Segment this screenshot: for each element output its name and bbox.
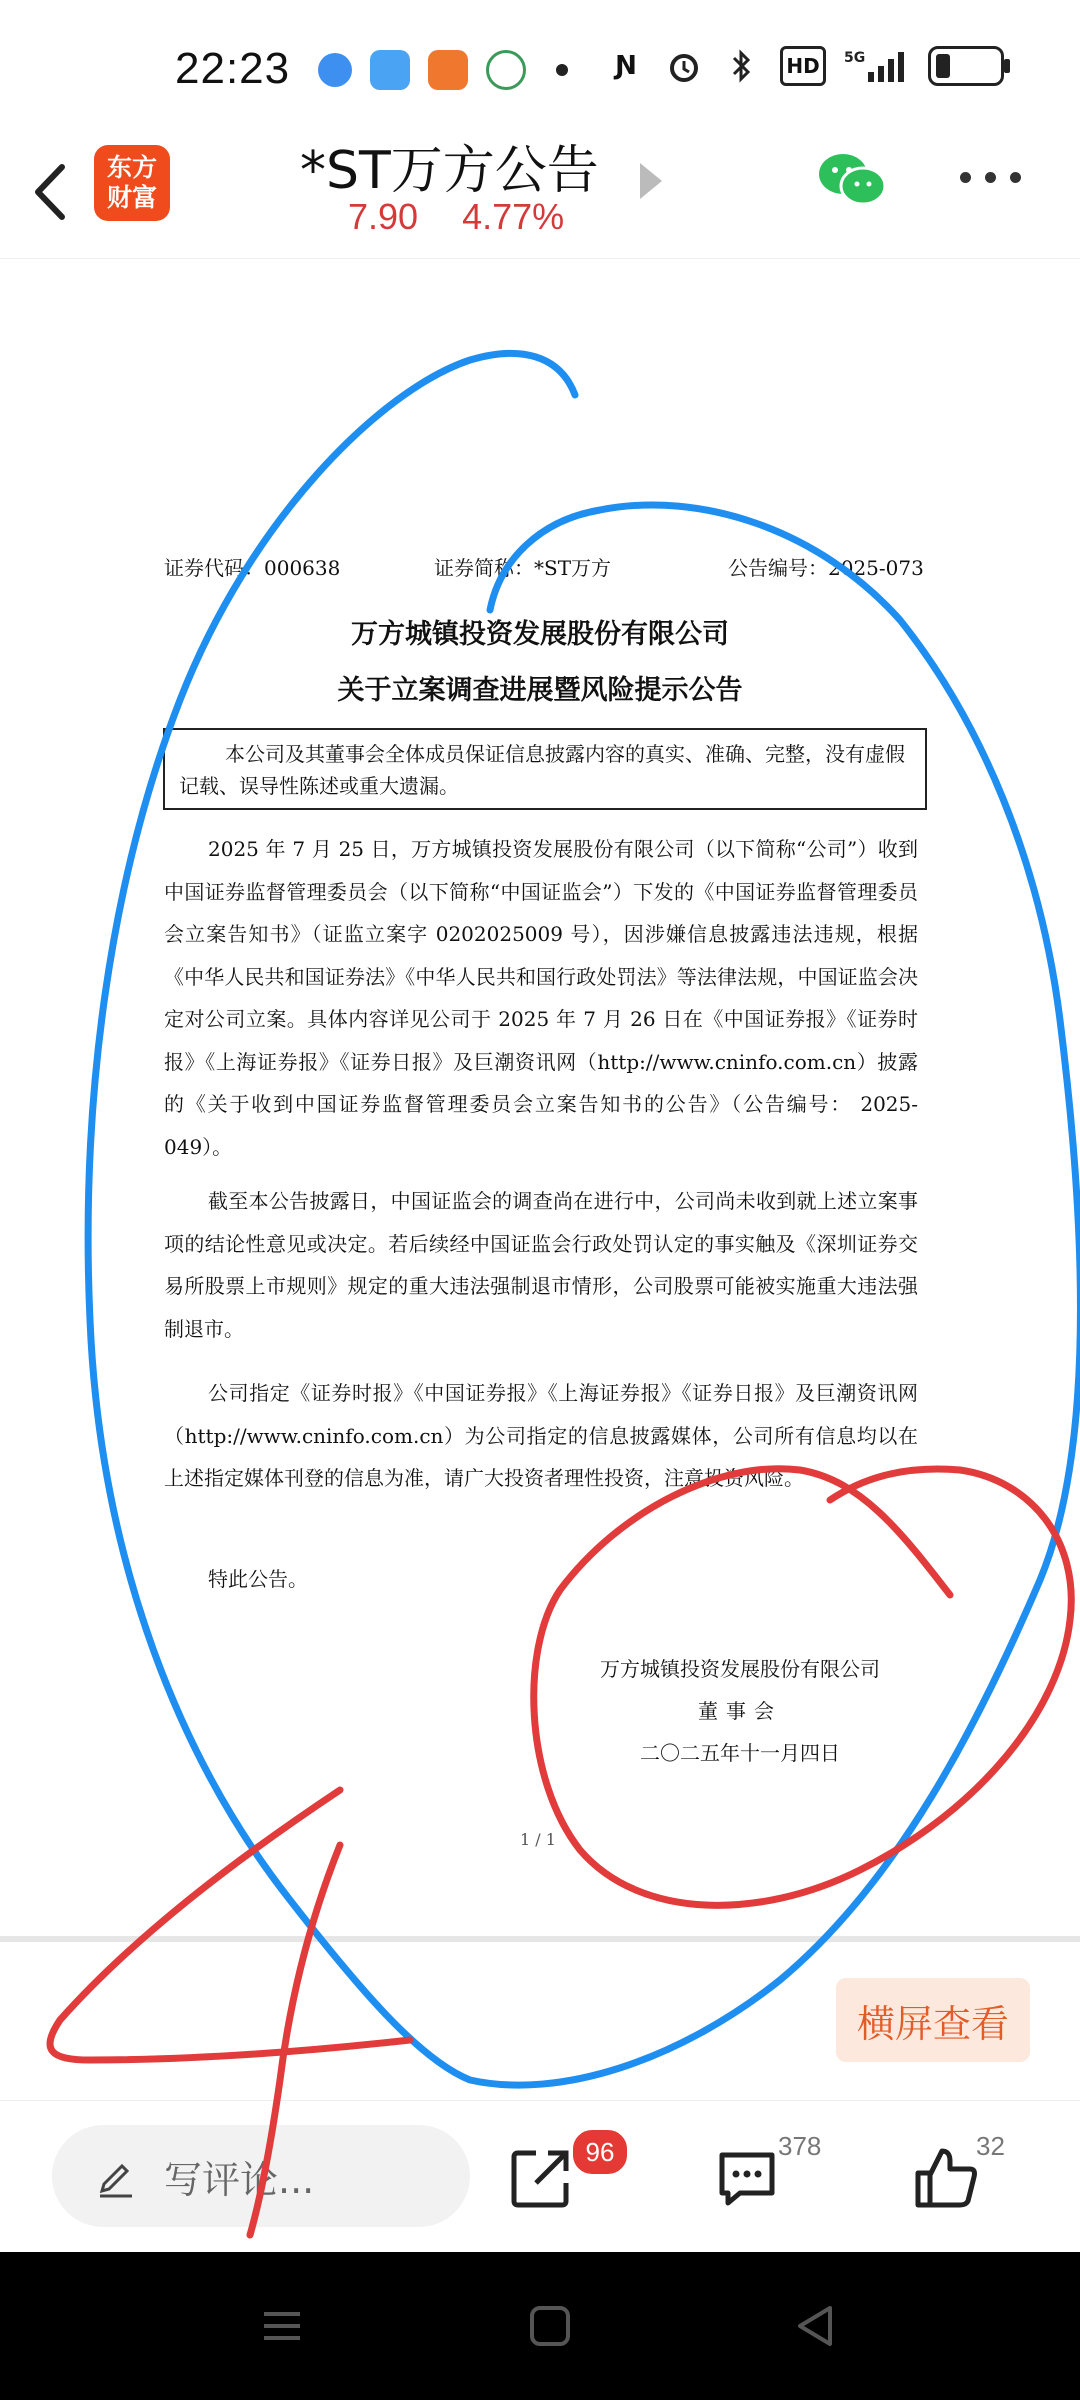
like-count: 32 — [976, 2131, 1005, 2161]
stock-price: 7.90 — [348, 196, 419, 237]
doc-subject-title: 关于立案调查进展暨风险提示公告 — [337, 675, 743, 706]
stock-short-name: 证券简称：*ST万方 — [434, 556, 612, 580]
home-nav-icon[interactable] — [526, 2302, 574, 2350]
app-header — [0, 140, 1080, 260]
signature-company: 万方城镇投资发展股份有限公司 — [600, 1657, 880, 1681]
notification-icons — [318, 50, 568, 90]
more-notifications-dot — [556, 64, 568, 76]
share-count-badge: 96 — [570, 2127, 630, 2177]
svg-text:5G: 5G — [844, 50, 866, 66]
back-nav-icon[interactable] — [792, 2302, 840, 2350]
weather-icon — [370, 50, 410, 90]
status-time: 22:23 — [175, 44, 291, 93]
comment-count: 378 — [778, 2131, 822, 2161]
thumbs-up-icon — [912, 2143, 982, 2213]
more-menu-icon[interactable] — [960, 172, 1021, 183]
back-button[interactable] — [28, 150, 98, 240]
shop-app-icon — [428, 50, 468, 90]
status-bar — [0, 0, 1080, 140]
system-nav-bar — [0, 2252, 1080, 2400]
declaration-box: 本公司及其董事会全体成员保证信息披露内容的真实、准确、完整，没有虚假记载、误导性陈述或重大遗漏。 — [163, 728, 927, 810]
doc-company-title: 万方城镇投资发展股份有限公司 — [351, 619, 729, 650]
next-arrow-icon[interactable] — [640, 163, 662, 199]
comment-placeholder: 写评论... — [164, 2157, 315, 2202]
like-button[interactable] — [912, 2143, 982, 2213]
closing-remark: 特此公告。 — [208, 1567, 308, 1591]
logo-line1: 东方 — [106, 153, 157, 182]
logo-line2: 财富 — [106, 183, 157, 212]
page-indicator: 1 / 1 — [520, 1830, 556, 1849]
share-button[interactable] — [506, 2143, 576, 2213]
comment-input[interactable] — [52, 2125, 470, 2227]
stock-change: 4.77% — [462, 196, 565, 237]
paragraph-3: 公司指定《证券时报》《中国证券报》《上海证券报》《证券日报》及巨潮资讯网（http://www.cninfo.com.cn）为公司指定的信息披露媒体，公司所有信息均以在上述指定媒体刊登的信息为准，请广大投资者理性投资，注意投资风险。 — [164, 1381, 918, 1490]
paragraph-2: 截至本公告披露日，中国证监会的调查尚在进行中，公司尚未收到就上述立案事项的结论性意见或决定。若后续经中国证监会行政处罚认定的事实触及《深圳证券交易所股票上市规则》规定的重大违法强制退市情形，公司股票可能被实施重大违法强制退市。 — [164, 1189, 918, 1341]
announcement-document — [0, 260, 1080, 1940]
signal-icon — [844, 46, 910, 86]
stock-code: 证券代码：000638 — [164, 556, 341, 580]
notice-number: 公告编号：2025-073 — [728, 556, 924, 580]
menu-nav-icon[interactable] — [258, 2302, 306, 2350]
bluetooth-icon — [722, 46, 762, 86]
comment-icon — [712, 2143, 782, 2213]
paragraph-1: 2025 年 7 月 25 日，万方城镇投资发展股份有限公司（以下简称“公司”）收到中国证券监督管理委员会（以下简称“中国证监会”）下发的《中国证券监督管理委员会立案告知书》（证监立案字 0202025009 号），因涉嫌信息披露违法违规，根据《中华人民共和国证券法》《中华人民共和国行政处罚法》等法律法规，中国证监会决定对公司立案。具体内容详见公司于 2025 年 7 月 26 日在《中国证券报》《证券时报》《上海证券报》《证券日报》及巨潮资讯网（http://www.cninfo.com.cn）披露的《关于收到中国证券监督管理委员会立案告知书的公告》（公告编号： 2025-049）。 — [164, 837, 918, 1159]
bottom-action-bar — [0, 2100, 1080, 2253]
comments-button[interactable] — [712, 2143, 782, 2213]
battery-icon — [928, 46, 1004, 86]
document-divider — [0, 1936, 1080, 1942]
signature-date: 二〇二五年十一月四日 — [640, 1741, 840, 1765]
alarm-icon — [664, 46, 704, 86]
page-title: *ST万方公告 — [300, 141, 599, 201]
nfc-icon: Ɲ — [615, 51, 637, 81]
pencil-icon — [96, 2154, 136, 2198]
bank-app-icon — [486, 50, 526, 90]
hd-icon: HD — [780, 46, 826, 86]
wechat-share-icon[interactable] — [815, 150, 891, 210]
notify-app-icon — [318, 53, 352, 87]
eastmoney-logo — [94, 145, 170, 221]
stock-quote — [348, 196, 598, 238]
signature-board: 董事会 — [698, 1699, 782, 1723]
status-right — [606, 46, 1004, 86]
header-divider — [0, 258, 1080, 259]
share-icon — [506, 2143, 576, 2213]
landscape-view-button[interactable]: 横屏查看 — [836, 1978, 1030, 2062]
